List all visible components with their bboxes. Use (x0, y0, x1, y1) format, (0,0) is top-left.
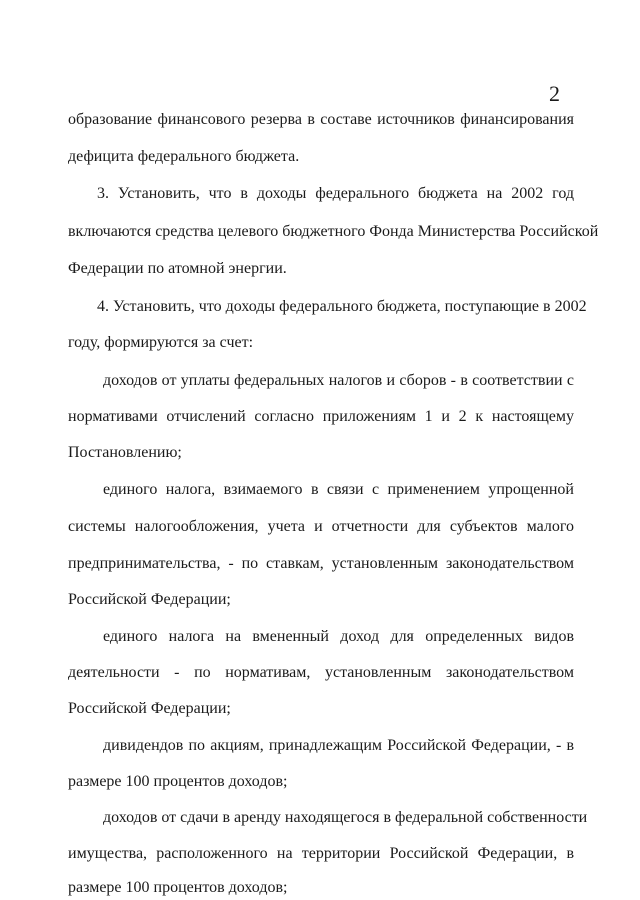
text-line: Российской Федерации; (68, 591, 231, 608)
text-line: размере 100 процентов доходов; (68, 773, 288, 790)
text-line: нормативами отчислений согласно приложениям 1 и 2 к настоящему (68, 408, 574, 425)
text-line: единого налога на вмененный доход для определенных видов (103, 628, 574, 645)
text-line: системы налогообложения, учета и отчетности для субъектов малого (68, 518, 574, 535)
text-line: Федерации по атомной энергии. (68, 260, 287, 277)
text-line: дивидендов по акциям, принадлежащим Российской Федерации, - в (103, 737, 574, 754)
text-line: образование финансового резерва в составе источников финансирования (68, 111, 574, 128)
text-line: предпринимательства, - по ставкам, установленным законодательством (68, 555, 574, 572)
text-line: году, формируются за счет: (68, 334, 254, 351)
text-line: Российской Федерации; (68, 700, 231, 717)
text-line: включаются средства целевого бюджетного Фонда Министерства Российской (68, 223, 599, 240)
page-number: 2 (549, 81, 560, 106)
text-line: 3. Установить, что в доходы федерального бюджета на 2002 год (97, 185, 574, 202)
text-line: дефицита федерального бюджета. (68, 148, 300, 165)
text-line: деятельности - по нормативам, установленным законодательством (68, 664, 574, 681)
text-line: размере 100 процентов доходов; (68, 879, 288, 896)
text-line: 4. Установить, что доходы федерального бюджета, поступающие в 2002 (97, 298, 587, 315)
text-line: доходов от сдачи в аренду находящегося в федеральной собственности (103, 809, 588, 826)
text-line: единого налога, взимаемого в связи с применением упрощенной (103, 481, 574, 498)
text-line: Постановлению; (68, 444, 182, 461)
text-line: доходов от уплаты федеральных налогов и сборов - в соответствии с (103, 372, 574, 389)
text-line: имущества, расположенного на территории Российской Федерации, в (68, 845, 574, 862)
